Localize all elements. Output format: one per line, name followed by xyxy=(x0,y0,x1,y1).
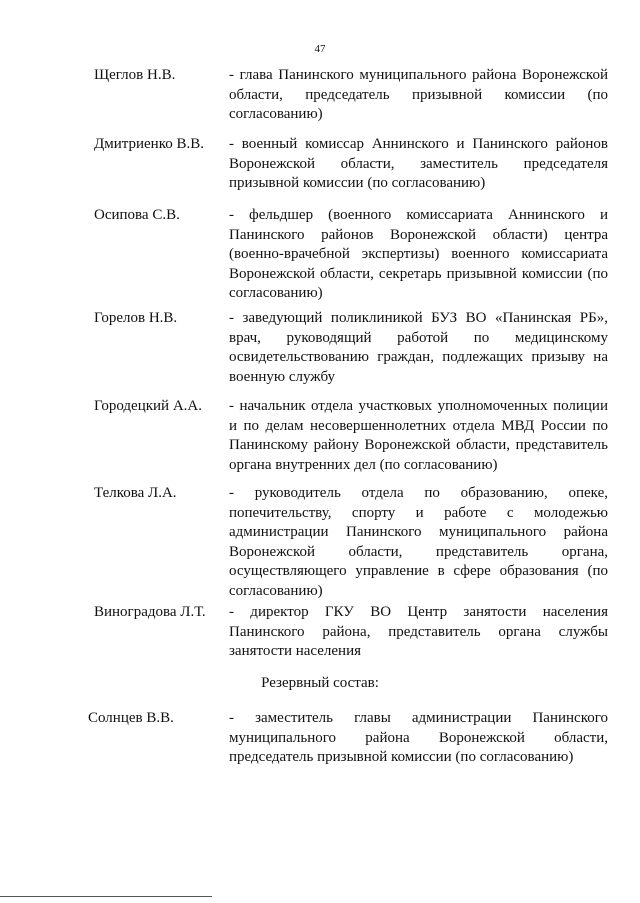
member-name: Дмитриенко В.В. xyxy=(94,136,204,152)
member-name: Виноградова Л.Т. xyxy=(94,604,206,620)
page-number: 47 xyxy=(314,43,326,55)
reserve-heading: Резервный состав: xyxy=(261,675,379,691)
member-role: - заведующий поликлиникой БУЗ ВО «Панинская РБ», врач, руководящий работой по медицинскому освидетельствованию граждан, подлежащих призыву на военную службу xyxy=(229,310,608,385)
member-role: - директор ГКУ ВО Центр занятости населения Панинского района, представитель органа службы занятости населения xyxy=(229,604,608,659)
member-role: - заместитель главы администрации Панинского муниципального района Воронежской области, председатель призывной комиссии (по согласованию) xyxy=(229,710,608,765)
member-role: - глава Панинского муниципального района Воронежской области, председатель призывной комиссии (по согласованию) xyxy=(229,67,608,122)
member-name: Городецкий А.А. xyxy=(94,398,202,414)
member-name: Горелов Н.В. xyxy=(94,310,178,326)
member-name: Телкова Л.А. xyxy=(94,485,177,501)
member-name: Щеглов Н.В. xyxy=(94,67,176,83)
member-role: - фельдшер (военного комиссариата Аннинского и Панинского районов Воронежской области) центра (военно-врачебной экспертизы) военного комиссариата Воронежской области, секретарь призывной комиссии (по согласованию) xyxy=(229,207,608,301)
member-name: Солнцев В.В. xyxy=(88,710,174,726)
member-role: - военный комиссар Аннинского и Панинского районов Воронежской области, заместитель председателя призывной комиссии (по согласованию) xyxy=(229,136,608,191)
member-name: Осипова С.В. xyxy=(94,207,180,223)
footer-divider xyxy=(0,896,212,897)
member-role: - руководитель отдела по образованию, опеке, попечительству, спорту и работе с молодежью администрации Панинского муниципального района Воронежской области, представитель органа, осуществляющего управление в сфере образования (по согласованию) xyxy=(229,485,608,599)
member-role: - начальник отдела участковых уполномоченных полиции и по делам несовершеннолетних отдела МВД России по Панинскому району Воронежской области, представитель органа внутренних дел (по согласованию) xyxy=(229,398,608,473)
